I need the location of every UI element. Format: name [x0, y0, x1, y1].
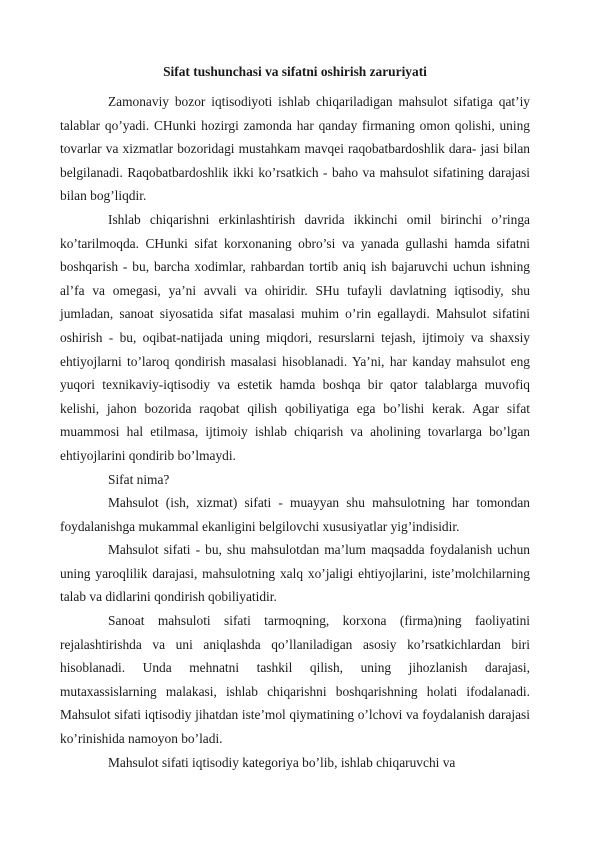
paragraph-definition-2: Mahsulot sifati - bu, shu mahsulotdan ma’lum maqsadda foydalanish uchun uning yaroqlilik darajasi, mahsulotning xalq xo’jaligi ehtiyojlarini, iste’molchilarning talab va didlarini qondirish qobiliyatidir.: [60, 542, 530, 605]
document-body: [60, 62, 530, 774]
paragraph-definition-1: Mahsulot (ish, xizmat) sifati - muayyan shu mahsulotning har tomondan foydalanishga mukammal ekanligini belgilovchi xususiyatlar yig’indisidir.: [60, 495, 530, 534]
paragraph-production: Ishlab chiqarishni erkinlashtirish davrida ikkinchi omil birinchi o’ringa ko’tarilmoqda. CHunki sifat korxonaning obro’si va yanada gullashi hamda sifatni boshqarish - bu, barcha xodimlar, rahbardan tortib aniq ish bajaruvchi uchun ishning al’fa va omegasi, ya’ni avvali va ohiridir. SHu tufayli davlatning iqtisodiy, shu jumladan, sanoat siyosatida sifat masalasi muhim o’rin egallaydi. Mahsulot sifatini oshirish - bu, oqibat-natijada uning miqdori, resurslarni tejash, ijtimoiy va shaxsiy ehtiyojlarni to’laroq qondirish masalasi hisoblanadi. Ya’ni, har kanday mahsulot eng yuqori texnikaviy-iqtisodiy va estetik hamda boshqa bir qator talablarga muvofiq kelishi, jahon bozorida raqobat qilish qobiliyatiga ega bo’lishi kerak. Agar sifat muammosi hal etilmasa, ijtimoiy ishlab chiqarish va aholining tovarlarga bo’lgan ehtiyojlarini qondirib bo’lmaydi.: [60, 211, 530, 463]
paragraph-intro: Zamonaviy bozor iqtisodiyoti ishlab chiqariladigan mahsulot sifatiga qat’iy talablar qo’yadi. CHunki hozirgi zamonda har qanday firmaning omon qolishi, uning tovarlar va xizmatlar bozoridagi mustahkam mavqei raqobatbardoshlik dara- jasi bilan belgilanadi. Raqobatbardoshlik ikki ko’rsatkich - baho va mahsulot sifatining darajasi bilan bog’liqdir.: [60, 94, 530, 204]
paragraph-question: Sifat nima?: [108, 471, 170, 487]
document-title: Sifat tushunchasi va sifatni oshirish zaruriyati: [163, 64, 427, 79]
paragraph-economic: Mahsulot sifati iqtisodiy kategoriya bo’lib, ishlab chiqaruvchi va: [108, 754, 456, 770]
paragraph-industry: Sanoat mahsuloti sifati tarmoqning, korxona (firma)ning faoliyatini rejalashtirishda va uni aniqlashda qo’llaniladigan asosiy ko’rsatkichlardan biri hisoblanadi. Unda mehnatni tashkil qilish, uning jihozlanish darajasi, mutaxassislarning malakasi, ishlab chiqarishni boshqarishning holati ifodalanadi. Mahsulot sifati iqtisodiy jihatdan iste’mol qiymatining o’lchovi va foydalanish darajasi ko’rinishida namoyon bo’ladi.: [60, 613, 530, 747]
